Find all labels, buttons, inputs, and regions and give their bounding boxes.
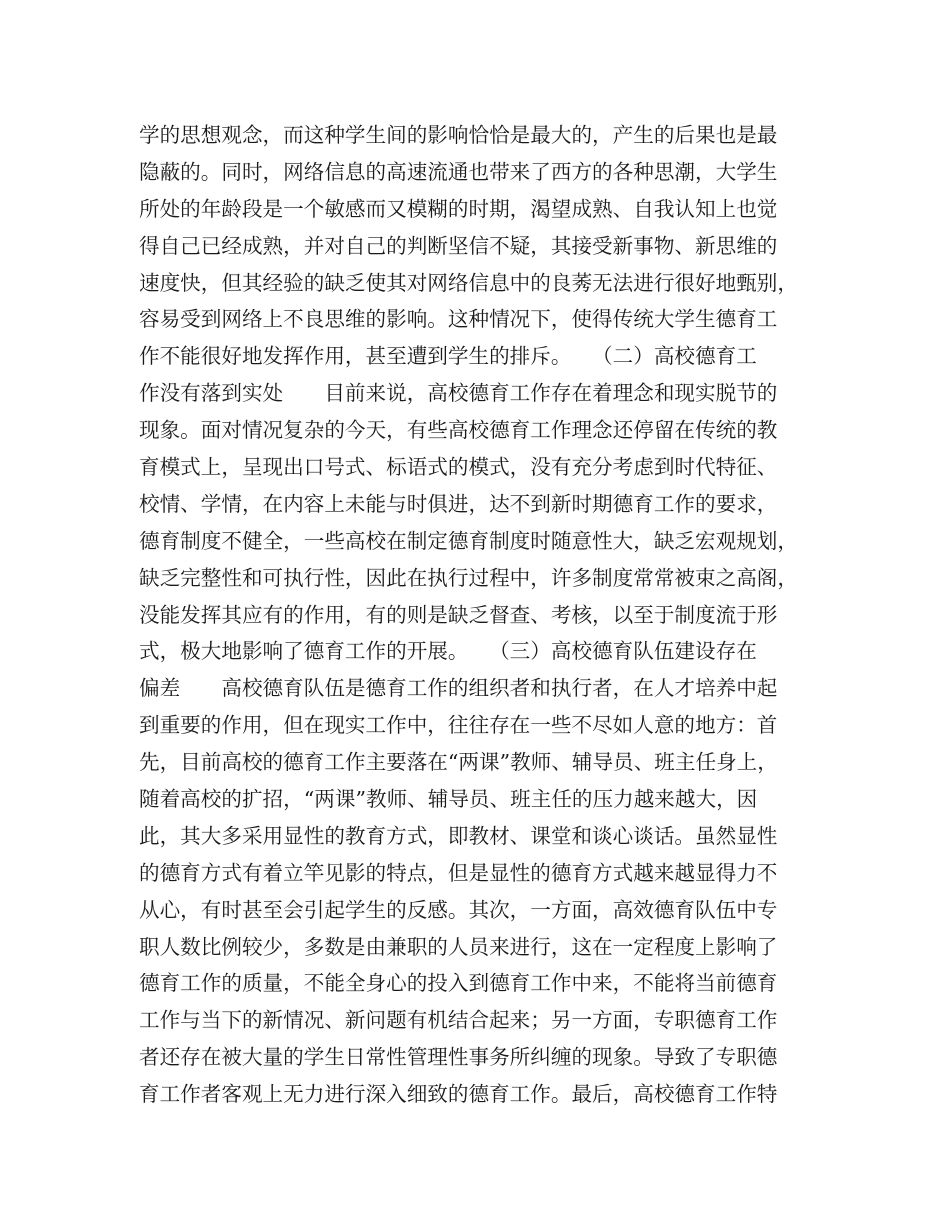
text-line: 作没有落到实处 目前来说，高校德育工作存在着理念和现实脱节的: [139, 381, 778, 406]
text-line: 的德育方式有着立竿见影的特点，但是显性的德育方式越来越显得力不: [139, 860, 778, 885]
text-line: 德育工作的质量，不能全身心的投入到德育工作中来，不能将当前德育: [139, 971, 778, 996]
text-line: 德育制度不健全，一些高校在制定德育制度时随意性大，缺乏宏观规划，: [139, 528, 798, 553]
text-line: 式，极大地影响了德育工作的开展。 （三）高校德育队伍建设存在: [139, 639, 757, 664]
text-line: 者还存在被大量的学生日常性管理性事务所纠缠的现象。导致了专职德: [139, 1045, 778, 1070]
text-line: 没能发挥其应有的作用，有的则是缺乏督查、考核，以至于制度流于形: [139, 602, 778, 627]
text-line: 容易受到网络上不良思维的影响。这种情况下，使得传统大学生德育工: [139, 307, 778, 332]
text-line: 学的思想观念，而这种学生间的影响恰恰是最大的，产生的后果也是最: [139, 123, 778, 147]
text-line: 作不能很好地发挥作用，甚至遭到学生的排斥。 （二）高校德育工: [139, 344, 757, 369]
text-line: 此，其大多采用显性的教育方式，即教材、课堂和谈心谈话。虽然显性: [139, 823, 778, 848]
text-line: 偏差 高校德育队伍是德育工作的组织者和执行者，在人才培养中起: [139, 676, 778, 701]
text-line: 速度快，但其经验的缺乏使其对网络信息中的良莠无法进行很好地甄别，: [139, 270, 798, 295]
text-line: 缺乏完整性和可执行性，因此在执行过程中，许多制度常常被束之高阁，: [139, 565, 798, 590]
text-line: 所处的年龄段是一个敏感而又模糊的时期，渴望成熟、自我认知上也觉: [139, 196, 778, 221]
text-line: 先，目前高校的德育工作主要落在“两课”教师、辅导员、班主任身上，: [139, 750, 778, 775]
text-line: 随着高校的扩招，“两课”教师、辅导员、班主任的压力越来越大，因: [139, 787, 758, 812]
text-line: 工作与当下的新情况、新问题有机结合起来；另一方面，专职德育工作: [139, 1008, 778, 1033]
text-line: 隐蔽的。同时，网络信息的高速流通也带来了西方的各种思潮，大学生: [139, 159, 778, 184]
text-line: 育模式上，呈现出口号式、标语式的模式，没有充分考虑到时代特征、: [139, 455, 778, 480]
text-line: 职人数比例较少，多数是由兼职的人员来进行，这在一定程度上影响了: [139, 934, 778, 959]
text-line: 校情、学情，在内容上未能与时俱进，达不到新时期德育工作的要求，: [139, 491, 778, 516]
text-line: 到重要的作用，但在现实工作中，往往存在一些不尽如人意的地方：首: [139, 713, 778, 738]
text-line: 现象。面对情况复杂的今天，有些高校德育工作理念还停留在传统的教: [139, 418, 778, 443]
text-line: 得自己已经成熟，并对自己的判断坚信不疑，其接受新事物、新思维的: [139, 233, 778, 258]
text-line: 从心，有时甚至会引起学生的反感。其次，一方面，高效德育队伍中专: [139, 897, 778, 922]
text-line: 育工作者客观上无力进行深入细致的德育工作。最后，高校德育工作特: [139, 1082, 778, 1107]
body-text: [139, 117, 839, 1113]
